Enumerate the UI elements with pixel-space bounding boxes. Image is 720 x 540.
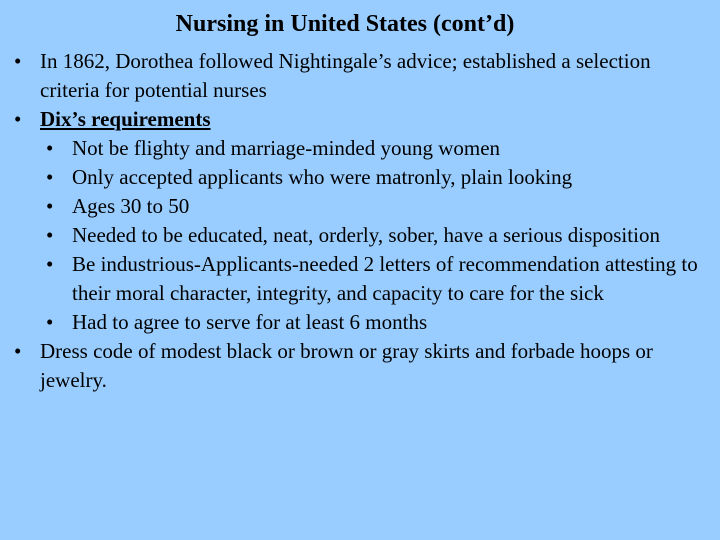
- list-item-text: In 1862, Dorothea followed Nightingale’s advice; established a selection criteria for potential nurses: [40, 49, 651, 102]
- bullet-icon: •: [46, 136, 54, 160]
- sub-list-item-text: Only accepted applicants who were matronly, plain looking: [72, 165, 573, 189]
- bullet-icon: •: [46, 223, 54, 247]
- bullet-icon: •: [14, 49, 22, 73]
- slide-content: [12, 47, 702, 395]
- sub-list-item: [12, 250, 702, 308]
- sub-bullet-list: [12, 134, 702, 337]
- list-item-text: Dress code of modest black or brown or gray skirts and forbade hoops or jewelry.: [40, 339, 653, 392]
- slide-title: Nursing in United States (cont’d): [175, 11, 515, 37]
- bullet-icon: •: [14, 339, 22, 363]
- list-item: [12, 337, 702, 395]
- bullet-icon: •: [46, 194, 54, 218]
- sub-list-item: [12, 308, 702, 337]
- sub-list-item-text: Be industrious-Applicants-needed 2 letters of recommendation attesting to their moral character, integrity, and capacity to care for the sick: [72, 252, 698, 305]
- sub-list-item-text: Ages 30 to 50: [72, 194, 190, 218]
- sub-list-item: [12, 163, 702, 192]
- list-item: [12, 105, 702, 337]
- bullet-icon: •: [14, 107, 22, 131]
- sub-list-item-text: Not be flighty and marriage-minded young women: [72, 136, 501, 160]
- section-heading: Dix’s requirements: [40, 107, 211, 131]
- sub-list-item: [12, 192, 702, 221]
- sub-list-item-text: Needed to be educated, neat, orderly, sober, have a serious disposition: [72, 223, 660, 247]
- bullet-list: [12, 47, 702, 395]
- sub-list-item-text: Had to agree to serve for at least 6 months: [72, 310, 428, 334]
- bullet-icon: •: [46, 310, 54, 334]
- sub-list-item: [12, 221, 702, 250]
- bullet-icon: •: [46, 165, 54, 189]
- list-item: [12, 47, 702, 105]
- sub-list-item: [12, 134, 702, 163]
- bullet-icon: •: [46, 252, 54, 276]
